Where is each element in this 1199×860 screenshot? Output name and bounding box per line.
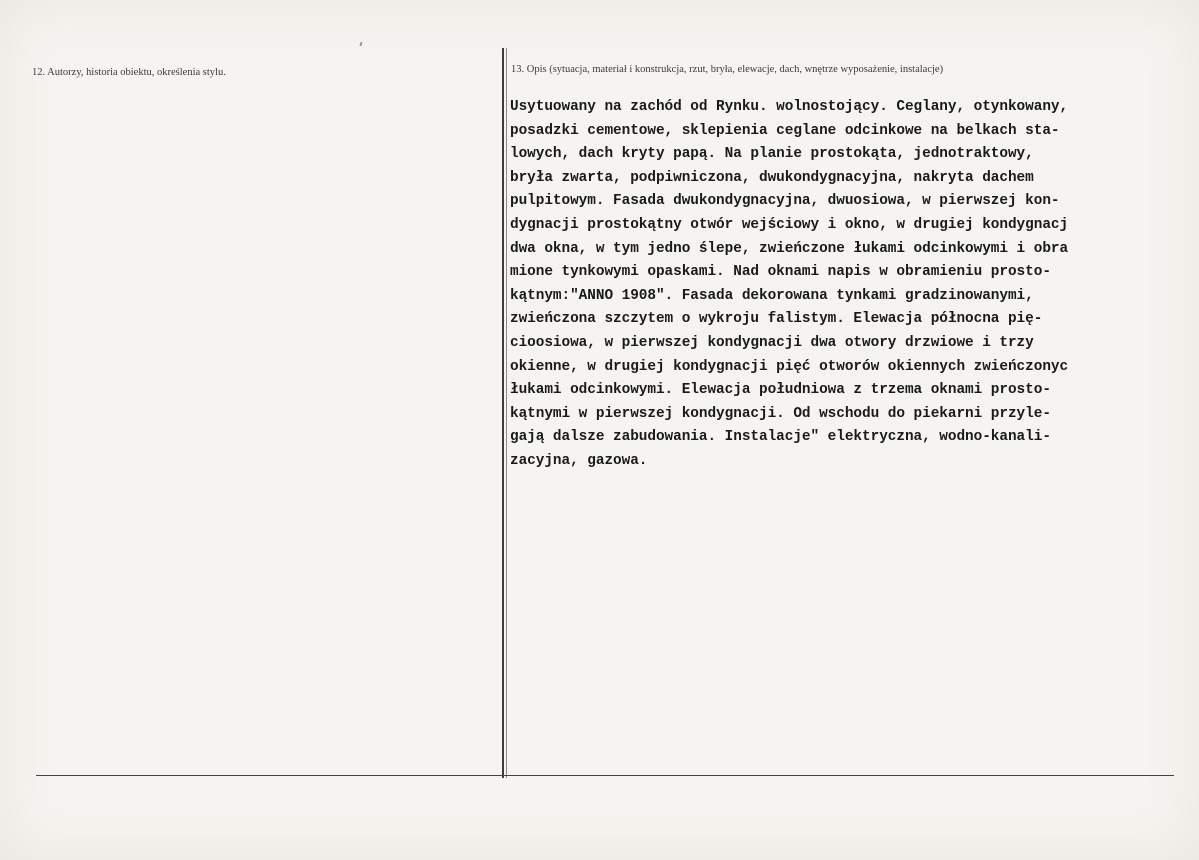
text-line: gają dalsze zabudowania. Instalacje" elektryczna, wodno-kanali- [510, 429, 1051, 446]
text-line: okienne, w drugiej kondygnacji pięć otworów okiennych zwieńczonyc [510, 358, 1069, 375]
text-line: bryła zwarta, podpiwniczona, dwukondygnacyjna, nakryta dachem [510, 169, 1034, 186]
column-divider-inner [506, 48, 507, 778]
text-line: Usytuowany na zachód od Rynku. wolnostojący. Ceglany, otynkowany, [510, 99, 1069, 115]
column-divider [502, 48, 504, 778]
text-line: zacyjna, gazowa. [510, 452, 648, 469]
description-text [510, 96, 1175, 474]
bottom-rule [36, 775, 1174, 776]
text-line: dygnacji prostokątny otwór wejściowy i okno, w drugiej kondygnacj [510, 216, 1069, 233]
text-line: lowych, dach kryty papą. Na planie prostokąta, jednotraktowy, [510, 146, 1034, 163]
text-line: kątnym:"ANNO 1908". Fasada dekorowana tynkami gradzinowanymi, [510, 287, 1034, 304]
paper-speck [359, 42, 362, 46]
section-13-label: 13. Opis (sytuacja, materiał i konstrukcja, rzut, bryła, elewacje, dach, wnętrze wyposażenie, instalacje) [511, 64, 944, 75]
text-line: dwa okna, w tym jedno ślepe, zwieńczone łukami odcinkowymi i obra [510, 240, 1069, 257]
text-line: zwieńczona szczytem o wykroju falistym. Elewacja północna pię- [510, 311, 1043, 328]
text-line: pulpitowym. Fasada dwukondygnacyjna, dwuosiowa, w pierwszej kon- [510, 193, 1060, 210]
section-12-label: 12. Autorzy, historia obiektu, określenia stylu. [32, 67, 226, 78]
text-line: posadzki cementowe, sklepienia ceglane odcinkowe na belkach sta- [510, 122, 1060, 139]
text-line: cioosiowa, w pierwszej kondygnacji dwa otwory drzwiowe i trzy [510, 334, 1034, 351]
text-line: łukami odcinkowymi. Elewacja południowa z trzema oknami prosto- [510, 382, 1051, 399]
text-line: kątnymi w pierwszej kondygnacji. Od wschodu do piekarni przyle- [510, 405, 1051, 422]
text-line: mione tynkowymi opaskami. Nad oknami napis w obramieniu prosto- [510, 264, 1051, 281]
